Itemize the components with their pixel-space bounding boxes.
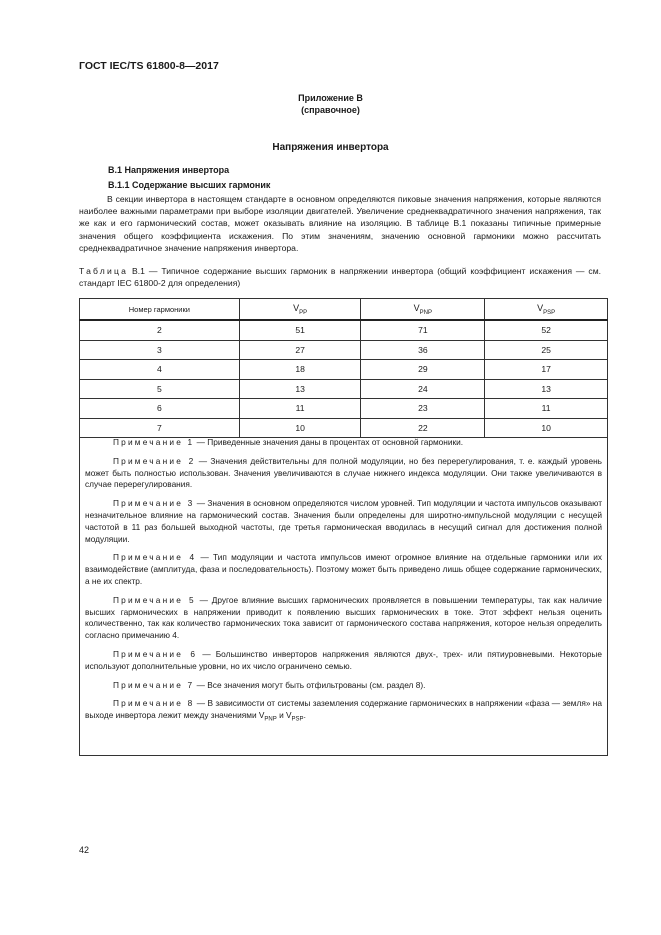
cell-vpnp: 29 xyxy=(361,360,485,380)
annex-subtitle: (справочное) xyxy=(301,105,360,115)
cell-vpp: 27 xyxy=(239,340,361,360)
cell-vpnp: 22 xyxy=(361,418,485,438)
table-row xyxy=(80,320,608,340)
note-3: Примечание 3 — Значения в основном определяются числом уровней. Тип модуляции и частота импульсов оказывают незначительное влияние на гармонический состав. Значения были определены для широтно-импульсной модуляции с несущей частотой в 11 раз большей выходной частоты, где третья гармоническая вводилась в несущий сигнал для достижения полной модуляции. xyxy=(85,498,602,544)
table-row xyxy=(80,379,608,399)
cell-vpnp: 36 xyxy=(361,340,485,360)
note-8: Примечание 8 — В зависимости от системы заземления содержание гармонических в напряжении «фаза — земля» на выходе инвертора лежит между значениями $V_{PNP}$ и $V_{PSP}$. xyxy=(85,698,602,723)
intro-paragraph: В секции инвертора в настоящем стандарте в основном определяются пиковые значения напряжения, которые являются наиболее важными параметрами при выборе изоляции двигателей. Увеличение среднеквадратичного значения напряжения, так же как и его гармонический состав, может оказывать влияние на изоляцию. В таблице B.1 показаны типичные примерные значения общего коэффициента искажения. По этим значениям, значению основной гармоники можно рассчитать среднеквадратичное значение напряжения инвертора. xyxy=(79,194,601,253)
cell-vpsp: 10 xyxy=(485,418,608,438)
cell-vpsp: 11 xyxy=(485,399,608,419)
cell-harmonic: 6 xyxy=(80,399,240,419)
cell-harmonic: 5 xyxy=(80,379,240,399)
annex-title: Приложение B xyxy=(298,93,363,103)
harmonics-table xyxy=(79,298,608,438)
note-4: Примечание 4 — Тип модуляции и частота импульсов имеют огромное влияние на отдельные гармоники или их взаимодействие (амплитуда, фаза и последовательность). Поэтому может быть приведено лишь общее содержание гармонических, а не их спектр. xyxy=(85,552,602,586)
table-row xyxy=(80,360,608,380)
header-harmonic-number: Номер гармоники xyxy=(80,299,240,321)
cell-vpp: 18 xyxy=(239,360,361,380)
note-6: Примечание 6 — Большинство инверторов напряжения являются двух-, трех- или пятиуровневыми. Некоторые используют дополнительные уровни, но их число ограничено семью. xyxy=(85,648,602,671)
table-caption xyxy=(79,265,601,289)
cell-harmonic: 2 xyxy=(80,320,240,340)
section-title: Напряжения инвертора xyxy=(272,142,389,153)
table-caption-label: Таблица xyxy=(79,266,129,276)
header-vpsp: $V_{PSP}$ xyxy=(485,299,608,321)
table-notes xyxy=(79,433,608,756)
cell-vpp: 13 xyxy=(239,379,361,399)
note-7: Примечание 7 — Все значения могут быть отфильтрованы (см. раздел 8). xyxy=(113,679,426,690)
cell-vpsp: 52 xyxy=(485,320,608,340)
header-vpnp: $V_{PNP}$ xyxy=(361,299,485,321)
note-1: Примечание 1 — Приведенные значения даны в процентах от основной гармоники. xyxy=(113,437,464,447)
standard-header: ГОСТ IEC/TS 61800-8—2017 xyxy=(79,60,219,72)
heading-b1: B.1 Напряжения инвертора xyxy=(108,165,230,175)
table-header-row xyxy=(80,299,608,321)
page-number: 42 xyxy=(79,845,90,855)
cell-harmonic: 4 xyxy=(80,360,240,380)
cell-vpsp: 25 xyxy=(485,340,608,360)
cell-vpnp: 23 xyxy=(361,399,485,419)
heading-b11: B.1.1 Содержание высших гармоник xyxy=(108,180,271,190)
cell-vpp: 11 xyxy=(239,399,361,419)
cell-vpp: 10 xyxy=(239,418,361,438)
cell-vpnp: 24 xyxy=(361,379,485,399)
header-vpp: $V_{PP}$ xyxy=(239,299,361,321)
table-row xyxy=(80,340,608,360)
table-caption-text: B.1 — Типичное содержание высших гармоник в напряжении инвертора (общий коэффициент искажения — см. стандарт IEC 61800-2 для определения) xyxy=(79,266,601,289)
note-5: Примечание 5 — Другое влияние высших гармонических проявляется в повышении температуры, так как наличие высших гармонических в напряжении приводит к появлению высших гармонических в токе. Этот эффект нельзя оценить количественно, так как количество гармонических тока зависит от гармонического состава напряжения, которое нельзя определить согласно примечанию 4. xyxy=(85,594,602,641)
cell-vpnp: 71 xyxy=(361,320,485,340)
cell-vpsp: 13 xyxy=(485,379,608,399)
cell-vpsp: 17 xyxy=(485,360,608,380)
cell-harmonic: 7 xyxy=(80,418,240,438)
table-row xyxy=(80,399,608,419)
note-2: Примечание 2 — Значения действительны для полной модуляции, но без перерегулирования, т. е. каждый уровень может быть полностью использован. Значения увеличиваются в случае нижнего индекса модуляции. Они также увеличиваются в случае перерегулирования. xyxy=(85,455,602,490)
cell-vpp: 51 xyxy=(239,320,361,340)
cell-harmonic: 3 xyxy=(80,340,240,360)
